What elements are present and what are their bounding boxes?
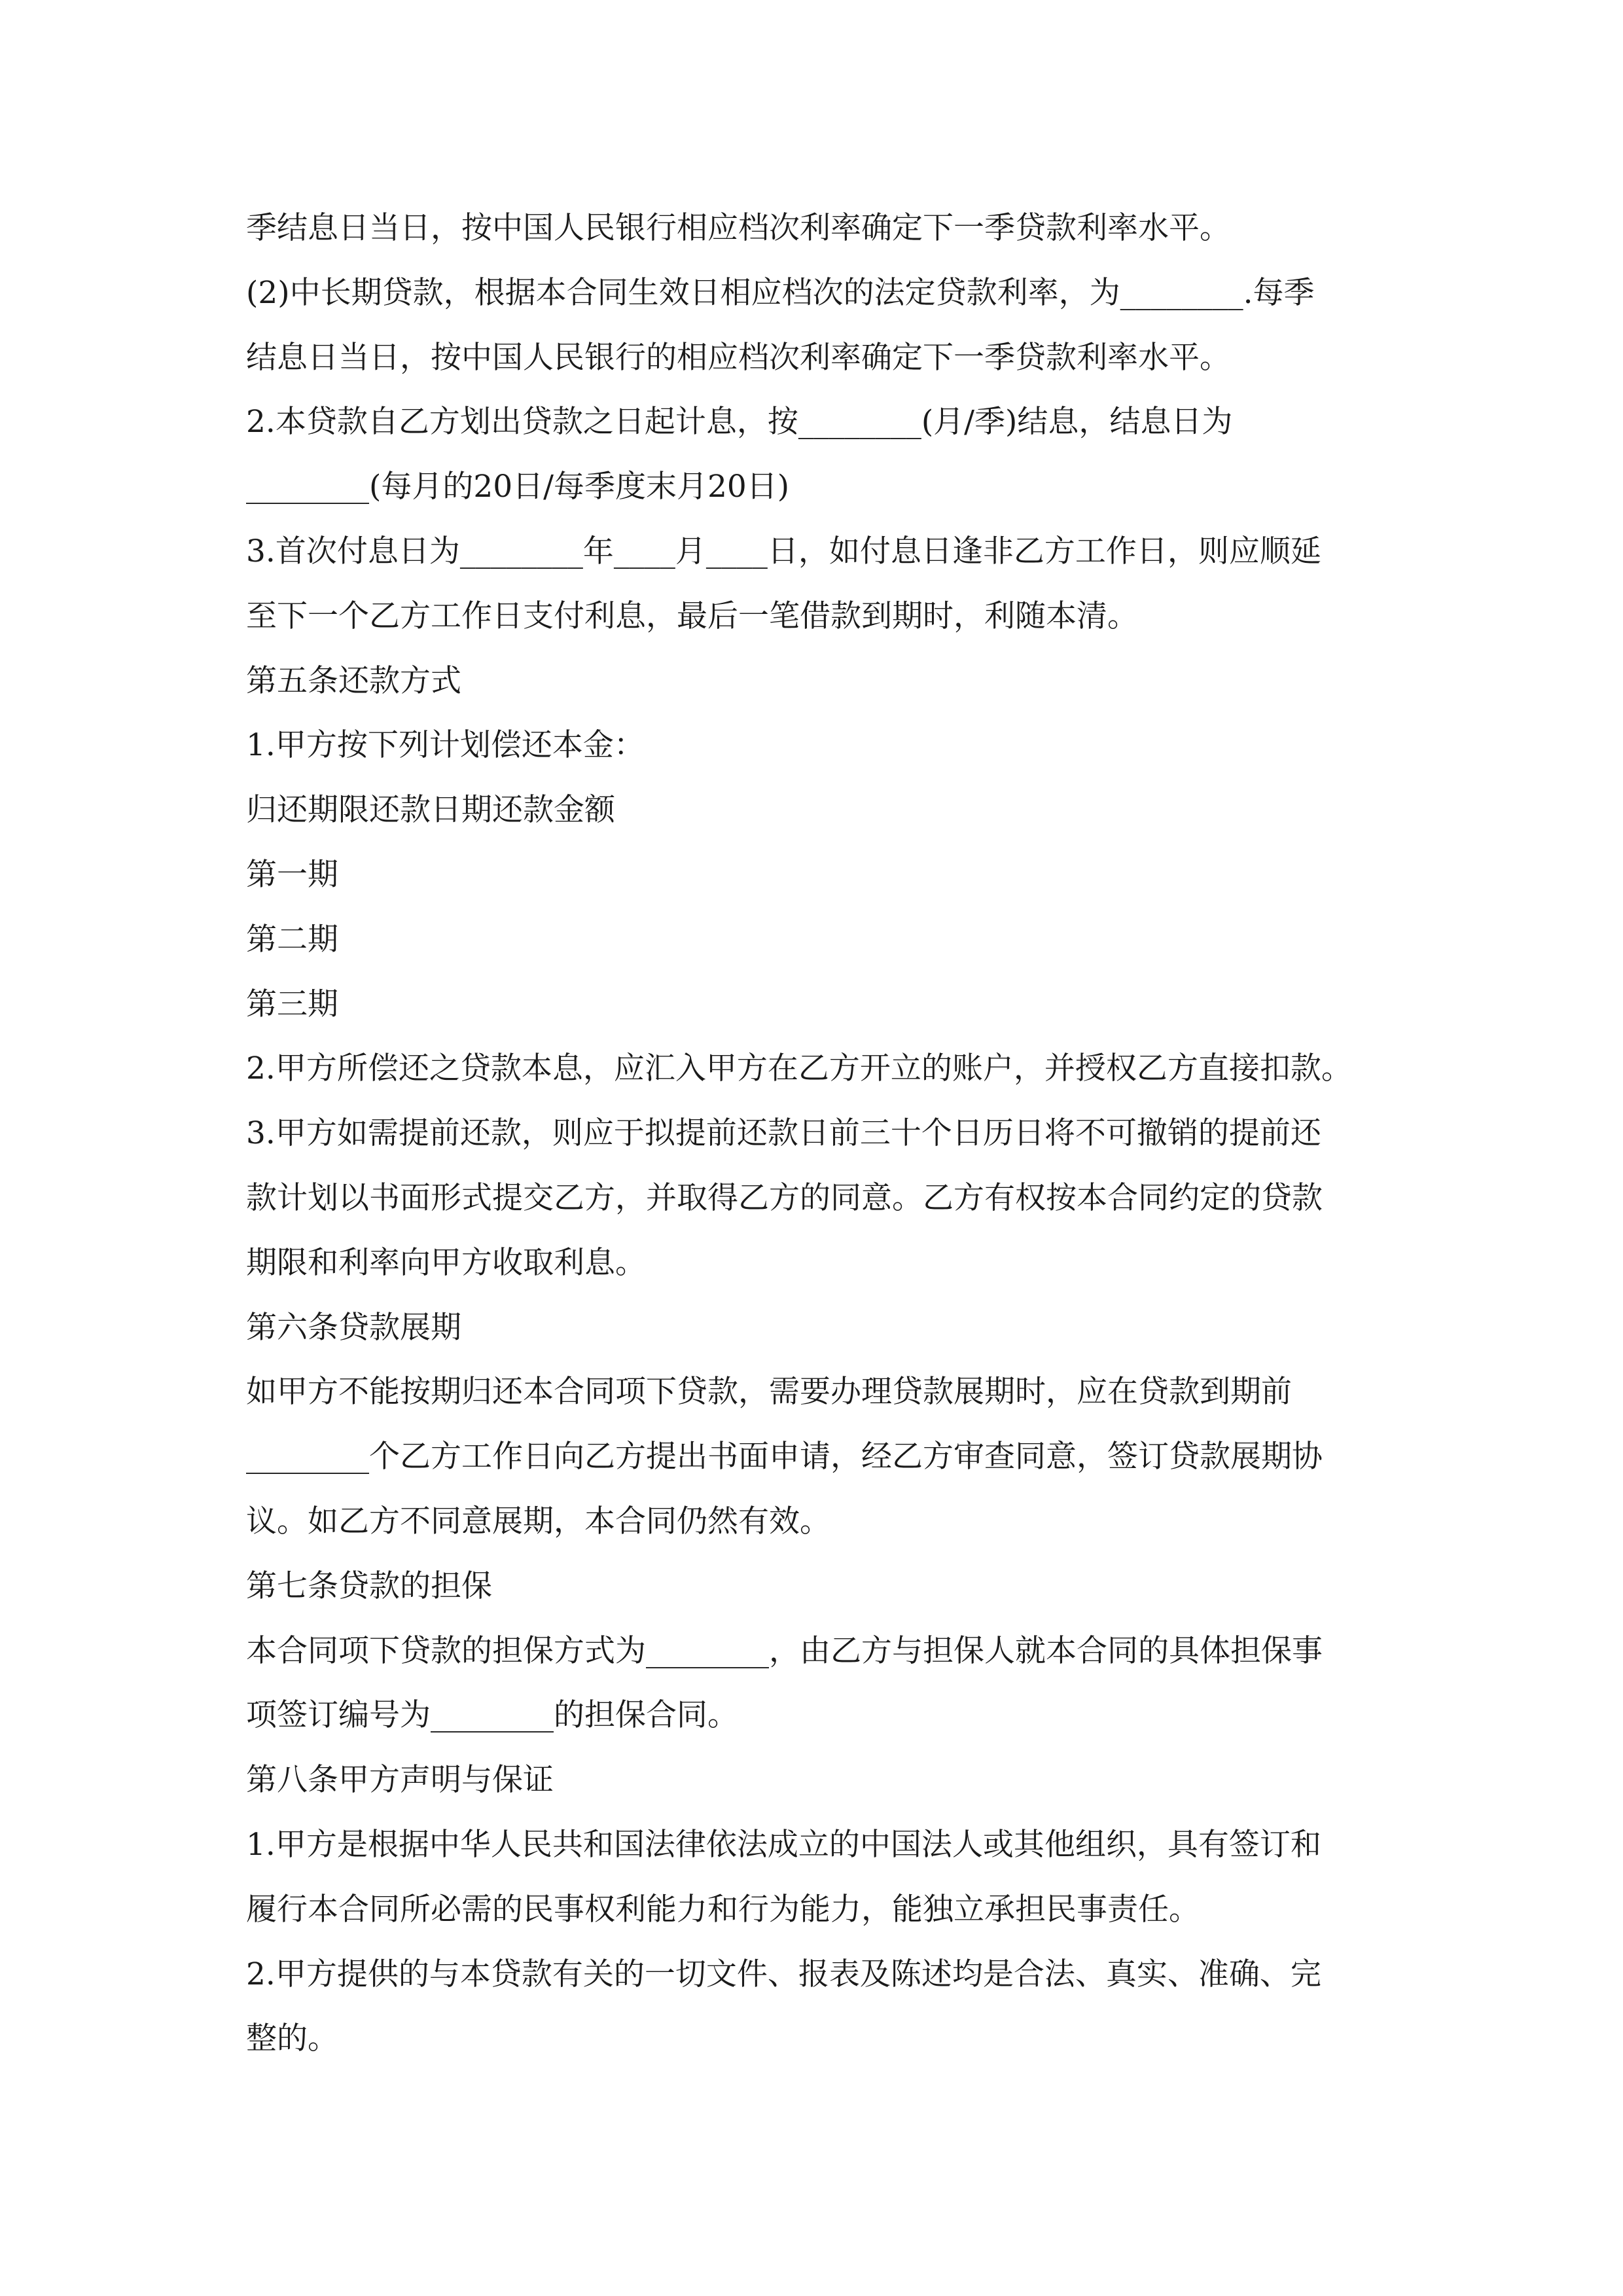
text-line: 2.甲方提供的与本贷款有关的一切文件、报表及陈述均是合法、真实、准确、完 <box>246 1956 1321 1992</box>
text-line: 议。如乙方不同意展期，本合同仍然有效。 <box>246 1503 830 1539</box>
text-line: 如甲方不能按期归还本合同项下贷款，需要办理贷款展期时，应在贷款到期前 <box>246 1374 1292 1410</box>
text-line: 3.首次付息日为________年____月____日，如付息日逢非乙方工作日，则应顺延 <box>246 533 1321 569</box>
text-line: 2.甲方所偿还之贷款本息，应汇入甲方在乙方开立的账户，并授权乙方直接扣款。 <box>246 1050 1352 1087</box>
section-heading: 第七条贷款的担保 <box>246 1568 492 1604</box>
text-line: 3.甲方如需提前还款，则应于拟提前还款日前三十个日历日将不可撤销的提前还 <box>246 1115 1321 1152</box>
text-line: ________个乙方工作日向乙方提出书面申请，经乙方审查同意，签订贷款展期协 <box>246 1439 1323 1475</box>
text-line: 整的。 <box>246 2020 338 2057</box>
text-line: 项签订编号为________的担保合同。 <box>246 1697 738 1734</box>
text-line: 结息日当日，按中国人民银行的相应档次利率确定下一季贷款利率水平。 <box>246 339 1230 376</box>
text-line: (2)中长期贷款，根据本合同生效日相应档次的法定贷款利率，为________.每季 <box>246 274 1315 311</box>
text-line: 履行本合同所必需的民事权利能力和行为能力，能独立承担民事责任。 <box>246 1891 1200 1928</box>
text-line: 款计划以书面形式提交乙方，并取得乙方的同意。乙方有权按本合同约定的贷款 <box>246 1179 1323 1216</box>
text-line: 至下一个乙方工作日支付利息，最后一笔借款到期时，利随本清。 <box>246 598 1138 634</box>
section-heading: 第五条还款方式 <box>246 662 461 699</box>
text-line: ________(每月的20日/每季度末月20日) <box>246 469 790 505</box>
list-item: 第三期 <box>246 986 338 1022</box>
text-line: 季结息日当日，按中国人民银行相应档次利率确定下一季贷款利率水平。 <box>246 210 1230 246</box>
text-line: 1.甲方按下列计划偿还本金： <box>246 727 645 764</box>
table-header: 归还期限还款日期还款金额 <box>246 792 615 829</box>
list-item: 第一期 <box>246 856 338 893</box>
document-body <box>246 196 1385 2072</box>
section-heading: 第八条甲方声明与保证 <box>246 1762 554 1799</box>
text-line: 期限和利率向甲方收取利息。 <box>246 1244 646 1281</box>
list-item: 第二期 <box>246 921 338 958</box>
text-line: 2.本贷款自乙方划出贷款之日起计息，按________(月/季)结息，结息日为 <box>246 404 1233 440</box>
section-heading: 第六条贷款展期 <box>246 1309 461 1346</box>
text-line: 本合同项下贷款的担保方式为________，由乙方与担保人就本合同的具体担保事 <box>246 1632 1323 1669</box>
text-line: 1.甲方是根据中华人民共和国法律依法成立的中国法人或其他组织，具有签订和 <box>246 1826 1321 1863</box>
